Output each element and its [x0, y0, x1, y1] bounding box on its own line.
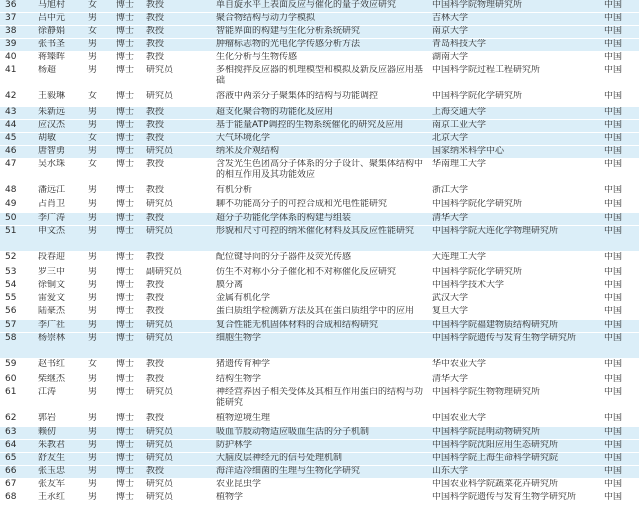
institution: 中国科学院化学研究所	[432, 199, 523, 209]
job-title: 教授	[146, 306, 165, 316]
job-title: 研究员	[146, 91, 174, 101]
country: 中国	[604, 427, 623, 437]
degree: 博士	[116, 427, 135, 437]
researcher-name: 申文杰	[38, 226, 66, 236]
research-topic: 神经营养因子相关受体及其相互作用蛋白的结构与功能研究	[216, 387, 424, 408]
row-number: 49	[5, 199, 17, 209]
institution: 清华大学	[432, 213, 469, 223]
table-row	[0, 427, 639, 440]
research-topic: 聊不功能高分子的可控合成和光电性能研究	[216, 199, 388, 209]
job-title: 研究员	[146, 226, 174, 236]
researcher-name: 罗三中	[38, 267, 66, 277]
institution: 中国科学院上海生命科学研究院	[432, 453, 559, 463]
researcher-name: 舒友生	[38, 453, 66, 463]
table-row	[0, 267, 639, 280]
country: 中国	[604, 107, 623, 117]
country: 中国	[604, 199, 623, 209]
gender: 男	[88, 199, 98, 209]
researcher-name: 江涛	[38, 387, 57, 397]
researcher-name: 朱教君	[38, 440, 66, 450]
job-title: 教授	[146, 159, 165, 169]
row-number: 41	[5, 65, 17, 75]
degree: 博士	[116, 293, 135, 303]
institution: 中国科学院物理研究所	[432, 0, 523, 10]
researcher-name: 王毅琳	[38, 91, 66, 101]
degree: 博士	[116, 226, 135, 236]
country: 中国	[604, 133, 623, 143]
research-topic: 细胞生物学	[216, 333, 262, 343]
research-topic: 基于能量ATP调控的生物系统催化的研究及应用	[216, 120, 404, 130]
table-row	[0, 306, 639, 320]
table-row	[0, 146, 639, 159]
degree: 博士	[116, 320, 135, 330]
row-number: 65	[5, 453, 17, 463]
degree: 博士	[116, 413, 135, 423]
table-row	[0, 185, 639, 199]
research-topic: 猪遗传育种学	[216, 359, 271, 369]
research-topic: 含发光生色团高分子体系的分子设计、聚集体结构中的相互作用及其功能效应	[216, 159, 424, 180]
gender: 男	[88, 39, 98, 49]
institution: 华中农业大学	[432, 359, 487, 369]
job-title: 教授	[146, 39, 165, 49]
country: 中国	[604, 252, 623, 262]
institution: 中国农业大学	[432, 413, 487, 423]
researcher-name: 李广社	[38, 320, 66, 330]
researcher-name: 李广涛	[38, 213, 66, 223]
gender: 男	[88, 13, 98, 23]
institution: 中国科学技术大学	[432, 280, 505, 290]
degree: 博士	[116, 387, 135, 397]
gender: 男	[88, 387, 98, 397]
gender: 男	[88, 226, 98, 236]
researcher-name: 马旭村	[38, 0, 66, 10]
gender: 男	[88, 107, 98, 117]
country: 中国	[604, 91, 623, 101]
row-number: 63	[5, 427, 17, 437]
gender: 女	[88, 359, 98, 369]
country: 中国	[604, 387, 623, 397]
table-row	[0, 387, 639, 413]
researcher-name: 杨超	[38, 65, 57, 75]
research-topic: 防护林学	[216, 440, 253, 450]
table-row	[0, 26, 639, 39]
degree: 博士	[116, 199, 135, 209]
degree: 博士	[116, 65, 135, 75]
researcher-name: 张友军	[38, 479, 66, 489]
country: 中国	[604, 65, 623, 75]
job-title: 教授	[146, 359, 165, 369]
degree: 博士	[116, 146, 135, 156]
job-title: 研究员	[146, 440, 174, 450]
table-row	[0, 320, 639, 333]
researcher-name: 张书圣	[38, 39, 66, 49]
researcher-name: 张玉忠	[38, 466, 66, 476]
gender: 男	[88, 453, 98, 463]
research-topic: 智能界面的构建与生化分析系统研究	[216, 26, 361, 36]
country: 中国	[604, 440, 623, 450]
country: 中国	[604, 293, 623, 303]
researcher-name: 唐智勇	[38, 146, 66, 156]
country: 中国	[604, 120, 623, 130]
institution: 武汉大学	[432, 293, 469, 303]
research-topic: 植物学	[216, 492, 244, 502]
table-row	[0, 333, 639, 359]
country: 中国	[604, 185, 623, 195]
country: 中国	[604, 159, 623, 169]
research-topic: 复合性能无机固体材料的合成和结构研究	[216, 320, 379, 330]
country: 中国	[604, 280, 623, 290]
gender: 男	[88, 479, 98, 489]
job-title: 教授	[146, 293, 165, 303]
research-topic: 有机分析	[216, 185, 253, 195]
degree: 博士	[116, 453, 135, 463]
researcher-name: 赖仞	[38, 427, 57, 437]
institution: 中国农业科学院蔬菜花卉研究所	[432, 479, 559, 489]
gender: 男	[88, 440, 98, 450]
table-row	[0, 65, 639, 91]
researcher-name: 蒋臻晖	[38, 52, 66, 62]
table-row	[0, 293, 639, 306]
country: 中国	[604, 359, 623, 369]
degree: 博士	[116, 91, 135, 101]
country: 中国	[604, 320, 623, 330]
country: 中国	[604, 306, 623, 316]
institution: 山东大学	[432, 466, 469, 476]
institution: 中国科学院化学研究所	[432, 267, 523, 277]
country: 中国	[604, 479, 623, 489]
institution: 华南理工大学	[432, 159, 487, 169]
row-number: 53	[5, 267, 17, 277]
degree: 博士	[116, 159, 135, 169]
row-number: 52	[5, 252, 17, 262]
institution: 湖南大学	[432, 52, 469, 62]
researcher-name: 杨崇林	[38, 333, 66, 343]
research-topic: 溶液中两亲分子聚集体的结构与功能调控	[216, 91, 379, 101]
research-topic: 海洋适冷细菌的生理与生物化学研究	[216, 466, 361, 476]
gender: 男	[88, 333, 98, 343]
row-number: 47	[5, 159, 17, 169]
research-topic: 超支化聚合物的功能化及应用	[216, 107, 334, 117]
row-number: 56	[5, 306, 17, 316]
research-topic: 仿生不对称小分子催化和不对称催化反应研究	[216, 267, 397, 277]
job-title: 教授	[146, 120, 165, 130]
row-number: 66	[5, 466, 17, 476]
degree: 博士	[116, 359, 135, 369]
degree: 博士	[116, 120, 135, 130]
institution: 浙江大学	[432, 185, 469, 195]
research-topic: 蛋白质组学检测新方法及其在蛋白质组学中的应用	[216, 306, 415, 316]
country: 中国	[604, 13, 623, 23]
institution: 中国科学院遗传与发育生物学研究所	[432, 492, 577, 502]
gender: 男	[88, 320, 98, 330]
table-row	[0, 440, 639, 453]
row-number: 61	[5, 387, 17, 397]
country: 中国	[604, 39, 623, 49]
research-topic: 肿瘤标志物的光电化学传感分析方法	[216, 39, 361, 49]
degree: 博士	[116, 185, 135, 195]
table-row	[0, 374, 639, 387]
row-number: 54	[5, 280, 17, 290]
research-topic: 结构生物学	[216, 374, 262, 384]
table-row	[0, 213, 639, 226]
job-title: 教授	[146, 280, 165, 290]
row-number: 46	[5, 146, 17, 156]
row-number: 68	[5, 492, 17, 502]
researcher-name: 吴水珠	[38, 159, 66, 169]
country: 中国	[604, 267, 623, 277]
job-title: 教授	[146, 252, 165, 262]
country: 中国	[604, 0, 623, 10]
degree: 博士	[116, 13, 135, 23]
degree: 博士	[116, 39, 135, 49]
research-topic: 吸血节肢动物适应吸血生活的分子机制	[216, 427, 370, 437]
degree: 博士	[116, 26, 135, 36]
table-row	[0, 107, 639, 120]
job-title: 教授	[146, 0, 165, 10]
table-row	[0, 280, 639, 293]
research-topic: 金属有机化学	[216, 293, 271, 303]
gender: 男	[88, 492, 98, 502]
gender: 男	[88, 252, 98, 262]
gender: 男	[88, 185, 98, 195]
gender: 女	[88, 133, 98, 143]
institution: 中国科学院大连化学物理研究所	[432, 226, 559, 236]
gender: 女	[88, 91, 98, 101]
institution: 吉林大学	[432, 13, 469, 23]
gender: 男	[88, 146, 98, 156]
researcher-name: 胡敏	[38, 133, 57, 143]
job-title: 教授	[146, 413, 165, 423]
gender: 男	[88, 413, 98, 423]
gender: 男	[88, 52, 98, 62]
researcher-name: 潘远江	[38, 185, 66, 195]
job-title: 教授	[146, 133, 165, 143]
gender: 男	[88, 213, 98, 223]
institution: 国家纳米科学中心	[432, 146, 505, 156]
country: 中国	[604, 26, 623, 36]
row-number: 62	[5, 413, 17, 423]
country: 中国	[604, 213, 623, 223]
degree: 博士	[116, 107, 135, 117]
job-title: 研究员	[146, 387, 174, 397]
institution: 南京大学	[432, 26, 469, 36]
degree: 博士	[116, 440, 135, 450]
degree: 博士	[116, 252, 135, 262]
table-row	[0, 13, 639, 26]
research-topic: 配位键导向的分子器件及荧光传感	[216, 252, 352, 262]
row-number: 37	[5, 13, 17, 23]
researcher-name: 徐静娟	[38, 26, 66, 36]
gender: 女	[88, 159, 98, 169]
degree: 博士	[116, 213, 135, 223]
job-title: 教授	[146, 466, 165, 476]
researcher-name: 郭岩	[38, 413, 57, 423]
institution: 青岛科技大学	[432, 39, 487, 49]
researcher-name: 雷爱文	[38, 293, 66, 303]
degree: 博士	[116, 52, 135, 62]
job-title: 教授	[146, 13, 165, 23]
row-number: 58	[5, 333, 17, 343]
gender: 男	[88, 374, 98, 384]
row-number: 45	[5, 133, 17, 143]
table-row	[0, 120, 639, 133]
row-number: 48	[5, 185, 17, 195]
degree: 博士	[116, 374, 135, 384]
job-title: 教授	[146, 213, 165, 223]
table-row	[0, 466, 639, 479]
table-row	[0, 52, 639, 65]
row-number: 38	[5, 26, 17, 36]
research-topic: 膜分离	[216, 280, 244, 290]
researcher-name: 柴继杰	[38, 374, 66, 384]
country: 中国	[604, 52, 623, 62]
institution: 中国科学院化学研究所	[432, 91, 523, 101]
job-title: 研究员	[146, 427, 174, 437]
table-row	[0, 91, 639, 107]
researcher-name: 王永红	[38, 492, 66, 502]
institution: 中国科学院生物物理研究所	[432, 387, 541, 397]
job-title: 副研究员	[146, 267, 183, 277]
gender: 女	[88, 26, 98, 36]
job-title: 教授	[146, 185, 165, 195]
table-row	[0, 39, 639, 52]
degree: 博士	[116, 0, 135, 10]
table-row	[0, 133, 639, 146]
gender: 男	[88, 427, 98, 437]
job-title: 教授	[146, 107, 165, 117]
institution: 中国科学院福建物质结构研究所	[432, 320, 559, 330]
degree: 博士	[116, 267, 135, 277]
research-topic: 生化分析与生物传感	[216, 52, 298, 62]
row-number: 67	[5, 479, 17, 489]
row-number: 36	[5, 0, 17, 10]
table-row	[0, 492, 639, 517]
table-row	[0, 159, 639, 185]
table-row	[0, 199, 639, 213]
table-row	[0, 453, 639, 466]
job-title: 研究员	[146, 320, 174, 330]
researcher-name: 陆豪杰	[38, 306, 66, 316]
row-number: 55	[5, 293, 17, 303]
research-topic: 形貌和尺寸可控的纳米催化材料及其反应性能研究	[216, 226, 415, 236]
institution: 上海交通大学	[432, 107, 487, 117]
researcher-name: 徐铜文	[38, 280, 66, 290]
research-topic: 植物逆境生理	[216, 413, 271, 423]
institution: 南京工业大学	[432, 120, 487, 130]
country: 中国	[604, 146, 623, 156]
job-title: 教授	[146, 26, 165, 36]
job-title: 研究员	[146, 492, 174, 502]
degree: 博士	[116, 333, 135, 343]
gender: 男	[88, 267, 98, 277]
researcher-name: 段春迎	[38, 252, 66, 262]
row-number: 50	[5, 213, 17, 223]
row-number: 43	[5, 107, 17, 117]
row-number: 40	[5, 52, 17, 62]
country: 中国	[604, 374, 623, 384]
country: 中国	[604, 492, 623, 502]
gender: 女	[88, 0, 98, 10]
table-row	[0, 0, 639, 13]
gender: 男	[88, 466, 98, 476]
researcher-name: 占肖卫	[38, 199, 66, 209]
researcher-name: 应汉杰	[38, 120, 66, 130]
degree: 博士	[116, 133, 135, 143]
research-topic: 单自旋水平上表面反应与催化的量子效应研究	[216, 0, 397, 10]
row-number: 51	[5, 226, 17, 236]
row-number: 60	[5, 374, 17, 384]
gender: 男	[88, 306, 98, 316]
job-title: 教授	[146, 52, 165, 62]
row-number: 44	[5, 120, 17, 130]
row-number: 39	[5, 39, 17, 49]
research-topic: 超分子功能化学体系的构建与组装	[216, 213, 352, 223]
gender: 男	[88, 120, 98, 130]
institution: 中国科学院昆明动物研究所	[432, 427, 541, 437]
country: 中国	[604, 466, 623, 476]
researcher-name: 赵书红	[38, 359, 66, 369]
table-row	[0, 413, 639, 427]
table-row	[0, 226, 639, 252]
country: 中国	[604, 453, 623, 463]
institution: 大连理工大学	[432, 252, 487, 262]
job-title: 研究员	[146, 146, 174, 156]
table-row	[0, 252, 639, 267]
job-title: 研究员	[146, 479, 174, 489]
institution: 中国科学院沈阳应用生态研究所	[432, 440, 559, 450]
research-topic: 大气环境化学	[216, 133, 271, 143]
research-topic: 农业昆虫学	[216, 479, 262, 489]
row-number: 64	[5, 440, 17, 450]
gender: 男	[88, 65, 98, 75]
degree: 博士	[116, 492, 135, 502]
researcher-name: 朱新远	[38, 107, 66, 117]
table-row	[0, 359, 639, 374]
degree: 博士	[116, 466, 135, 476]
institution: 中国科学院遗传与发育生物学研究所	[432, 333, 577, 343]
country: 中国	[604, 413, 623, 423]
degree: 博士	[116, 479, 135, 489]
research-topic: 纳米及介观结构	[216, 146, 280, 156]
gender: 男	[88, 293, 98, 303]
row-number: 57	[5, 320, 17, 330]
job-title: 研究员	[146, 333, 174, 343]
research-topic: 多相搅拌反应器的机理模型和模拟及新反应器应用基础	[216, 65, 424, 86]
research-topic: 聚合物结构与动力学模拟	[216, 13, 316, 23]
degree: 博士	[116, 280, 135, 290]
research-topic: 大脑皮层神经元的信号处理机制	[216, 453, 343, 463]
country: 中国	[604, 333, 623, 343]
degree: 博士	[116, 306, 135, 316]
institution: 北京大学	[432, 133, 469, 143]
row-number: 59	[5, 359, 17, 369]
job-title: 教授	[146, 374, 165, 384]
institution: 复旦大学	[432, 306, 469, 316]
row-number: 42	[5, 91, 17, 101]
job-title: 研究员	[146, 65, 174, 75]
gender: 男	[88, 280, 98, 290]
table-row	[0, 479, 639, 492]
job-title: 研究员	[146, 453, 174, 463]
country: 中国	[604, 226, 623, 236]
researcher-name: 吕中元	[38, 13, 66, 23]
job-title: 研究员	[146, 199, 174, 209]
institution: 清华大学	[432, 374, 469, 384]
institution: 中国科学院过程工程研究所	[432, 65, 541, 75]
